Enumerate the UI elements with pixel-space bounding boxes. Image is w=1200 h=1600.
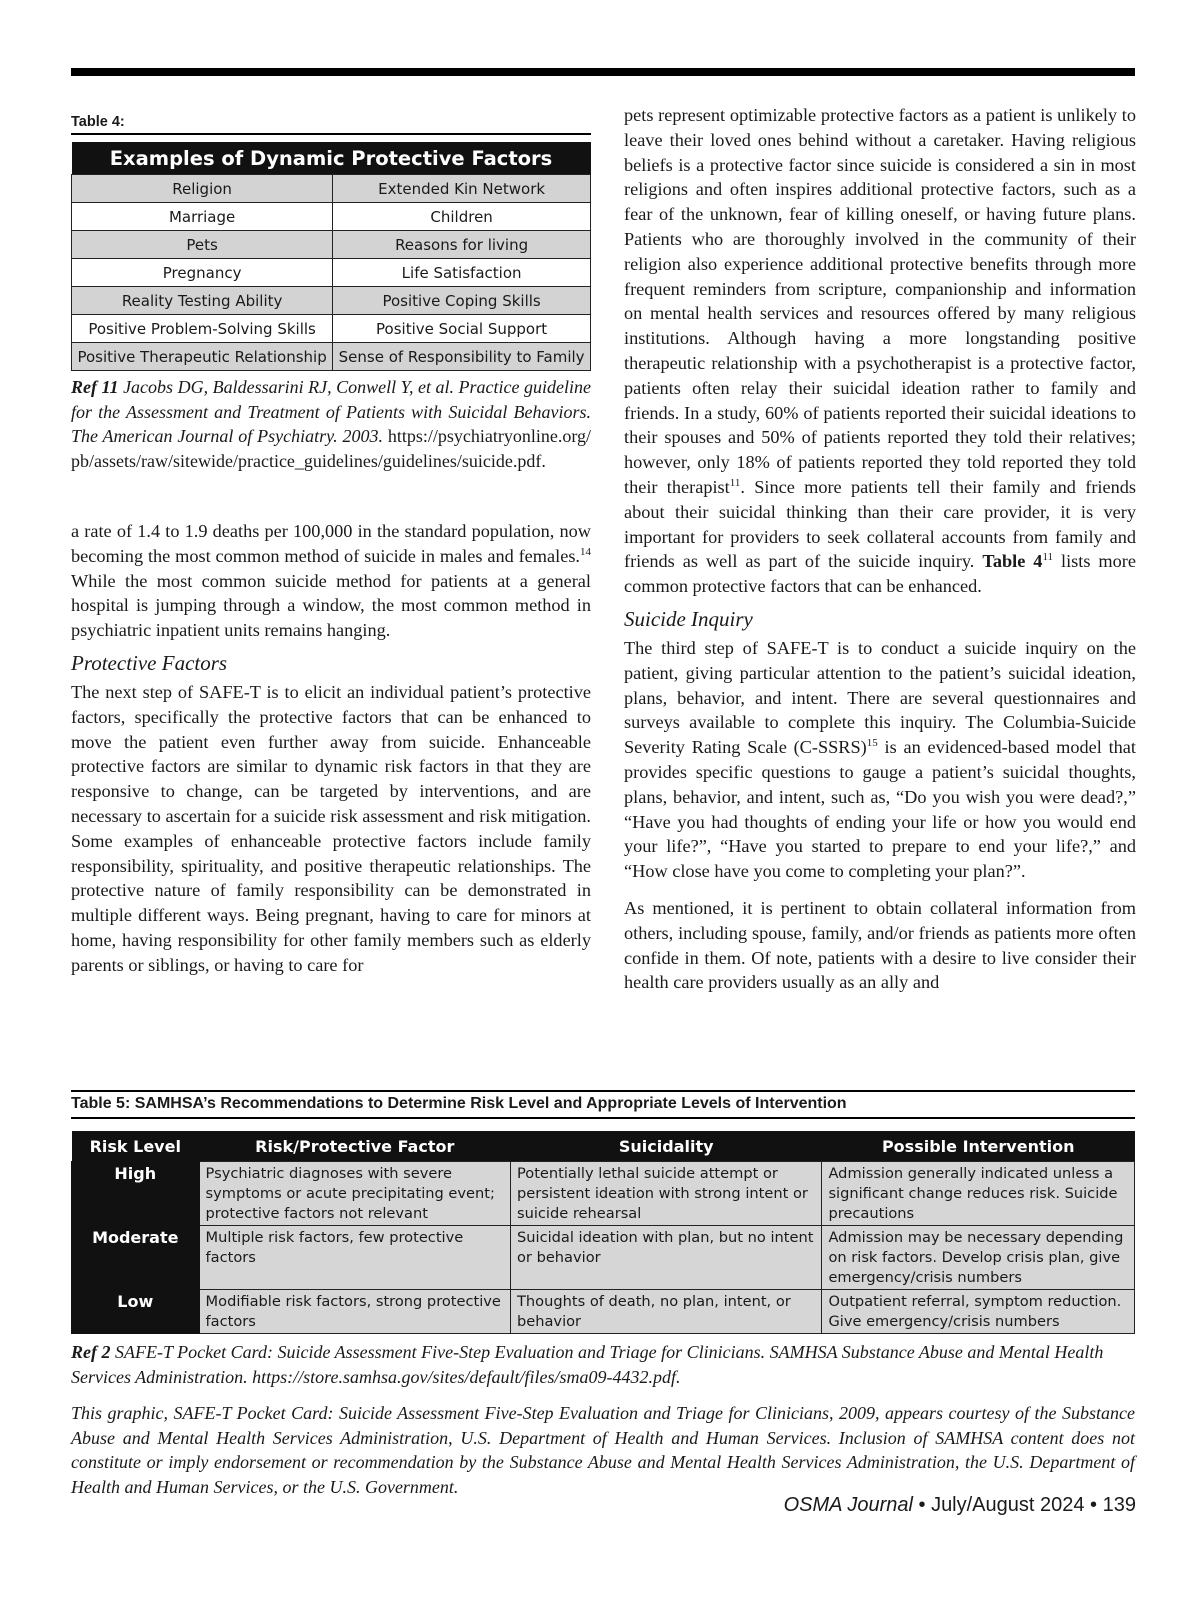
issue-date: July/August 2024 — [931, 1494, 1085, 1516]
table-cell: Thoughts of death, no plan, intent, or behavior — [511, 1290, 822, 1334]
table-cell: Multiple risk factors, few protective factors — [199, 1226, 510, 1290]
body-text: pets represent optimizable protective factors as a patient is unlikely to leave their loved ones behind without a caretaker. Having religious beliefs is a protective factor since suicide is considered a sin in most religions and often inspires additional protective factors, such as a fear of the unknown, fear of killing oneself, or having future plans. Patients who are thoroughly involved in the community of their religion also experience additional protective benefits through more frequent reminders from scripture, companionship and information on mental health services and resources offered by many religious institutions. Although having a more longstanding positive therapeutic relationship with a psychotherapist is a protective factor, patients often relay their suicidal ideation rather to family and friends. In a study, 60% of patients reported their suicidal ideations to their spouses and 50% of patients reported they told their relatives; however, only 18% of patients reported they told reported they told their therapist — [624, 105, 1136, 497]
table5-reference — [71, 1340, 1135, 1389]
top-rule — [71, 68, 1135, 76]
table4-caption: Table 4: — [71, 103, 591, 135]
ref-url: https://psychiatryonline.org/pb/assets/raw/sitewide/practice_guidelines/guidelines/suicide.pdf. — [71, 426, 591, 471]
risk-level-cell: High — [72, 1162, 200, 1226]
table-cell: Reality Testing Ability — [72, 287, 333, 315]
table-cell: Positive Problem-Solving Skills — [72, 315, 333, 343]
body-paragraph: As mentioned, it is pertinent to obtain collateral information from others, including spouse, family, and/or friends as patients more often confide in them. Of note, patients with a desire to live consider their health care providers usually as an ally and — [624, 897, 1136, 993]
body-text: is an evidenced-based model that provides specific questions to gauge a patient’s suicidal thoughts, plans, behavior, and intent, such as, “Do you wish you were dead?,” “Have you had thoughts of ending your life or how you would end your life?”, “Have you started to prepare to end your life?,” and “How close have you come to completing your plan?”. — [624, 737, 1137, 882]
table-row — [72, 287, 591, 315]
table5-section — [71, 1090, 1135, 1499]
risk-level-cell: Low — [72, 1290, 200, 1334]
table-cell: Outpatient referral, symptom reduction. Give emergency/crisis numbers — [822, 1290, 1135, 1334]
table-cell: Religion — [72, 175, 333, 203]
table-cell: Life Satisfaction — [333, 259, 591, 287]
body-text: While the most common suicide method for patients at a general hospital is jumping through a window, the most common method in psychiatric inpatient units remains hanging. — [71, 570, 591, 641]
body-paragraph — [624, 636, 1136, 884]
table-cell: Modifiable risk factors, strong protective factors — [199, 1290, 510, 1334]
ref-label: Ref 11 — [71, 377, 119, 397]
column-header: Risk Level — [72, 1131, 200, 1162]
table4-reference — [71, 375, 591, 473]
ref-label: Ref 2 — [71, 1342, 111, 1362]
table4-title: Examples of Dynamic Protective Factors — [72, 142, 591, 175]
table-row — [72, 259, 591, 287]
table-cell: Children — [333, 203, 591, 231]
table-reference: Table 4 — [982, 551, 1043, 572]
journal-name: OSMA Journal — [783, 1494, 913, 1516]
table-row — [72, 315, 591, 343]
citation-superscript: 11 — [729, 476, 741, 489]
table-cell: Suicidal ideation with plan, but no intent or behavior — [511, 1226, 822, 1290]
table-cell: Pets — [72, 231, 333, 259]
footer-separator: • — [912, 1494, 932, 1516]
footer-separator: • — [1084, 1494, 1103, 1516]
table-row — [72, 1290, 1135, 1334]
table-row — [72, 175, 591, 203]
ref-citation: Jacobs DG, Baldessarini RJ, Conwell Y, et al. Practice guideline for the Assessment and Treatment of Patients with Suicidal Behaviors. The American Journal of Psychiatry. 2003. — [71, 377, 592, 446]
citation-superscript: 11 — [1042, 551, 1054, 564]
body-paragraph — [71, 519, 591, 643]
table-cell: Positive Therapeutic Relationship — [72, 343, 333, 371]
table4 — [71, 142, 591, 371]
citation-superscript: 15 — [866, 737, 878, 750]
body-text: lists more common protective factors that can be enhanced. — [624, 551, 1136, 597]
right-column — [624, 103, 1136, 995]
table-row — [72, 1226, 1135, 1290]
column-header: Possible Intervention — [822, 1131, 1135, 1162]
table-row — [72, 1162, 1135, 1226]
table-cell: Reasons for living — [333, 231, 591, 259]
section-heading: Protective Factors — [71, 650, 228, 675]
table-cell: Positive Social Support — [333, 315, 591, 343]
table-cell: Sense of Responsibility to Family — [333, 343, 591, 371]
table-cell: Potentially lethal suicide attempt or persistent ideation with strong intent or suicide rehearsal — [511, 1162, 822, 1226]
table5 — [71, 1131, 1135, 1334]
table-row — [72, 231, 591, 259]
citation-superscript: 14 — [580, 545, 591, 558]
table-cell: Admission generally indicated unless a significant change reduces risk. Suicide precautions — [822, 1162, 1135, 1226]
risk-level-cell: Moderate — [72, 1226, 200, 1290]
page-number: 139 — [1102, 1494, 1136, 1516]
page-footer — [784, 1494, 1136, 1517]
table-cell: Marriage — [72, 203, 333, 231]
body-paragraph — [624, 103, 1136, 599]
body-text: . Since more patients tell their family and friends about their suicidal thinking than their care provider, it is very important for providers to seek collateral accounts from family and friends as well as part of the suicide inquiry. — [624, 476, 1136, 572]
ref-citation: SAFE-T Pocket Card: Suicide Assessment Five-Step Evaluation and Triage for Clinicians. SAMHSA Substance Abuse and Mental Health Services Administration. https://store.samhsa.gov/sites/default/files/sma09-4432.pdf. — [71, 1342, 1104, 1387]
column-header: Risk/Protective Factor — [199, 1131, 510, 1162]
body-text: a rate of 1.4 to 1.9 deaths per 100,000 in the standard population, now becoming the most common method of suicide in males and females. — [71, 521, 591, 566]
body-text: The third step of SAFE-T is to conduct a suicide inquiry on the patient, giving particular attention to the patient’s suicidal ideation, plans, behavior, and intent. There are several questionnaires and surveys available to complete this inquiry. The Columbia-Suicide Severity Rating Scale (C-SSRS) — [624, 637, 1136, 758]
table-cell: Extended Kin Network — [333, 175, 591, 203]
column-header: Suicidality — [511, 1131, 822, 1162]
table-cell: Psychiatric diagnoses with severe symptoms or acute precipitating event; protective factors not relevant — [199, 1162, 510, 1226]
table5-caption: Table 5: SAMHSA’s Recommendations to Determine Risk Level and Appropriate Levels of Intervention — [71, 1090, 1135, 1119]
table-row — [72, 203, 591, 231]
section-heading: Suicide Inquiry — [624, 606, 753, 631]
body-paragraph: The next step of SAFE-T is to elicit an individual patient’s protective factors, specifically the protective factors that can be enhanced to move the patient even further away from suicide. Enhanceable protective factors are similar to dynamic risk factors in that they are responsive to change, can be targeted by interventions, and are necessary to ascertain for a suicide risk assessment and risk mitigation. Some examples of enhanceable protective factors include family responsibility, spirituality, and positive therapeutic relationships. The protective nature of family responsibility can be demonstrated in multiple different ways. Being pregnant, having to care for minors at home, having responsibility for other family members such as elderly parents or siblings, or having to care for — [71, 681, 591, 975]
table-cell: Pregnancy — [72, 259, 333, 287]
courtesy-note: This graphic, SAFE-T Pocket Card: Suicide Assessment Five-Step Evaluation and Triage for Clinicians, 2009, appears courtesy of the Substance Abuse and Mental Health Services Administration, U.S. Department of Health and Human Services. Inclusion of SAMHSA content does not constitute or imply endorsement or recommendation by the Substance Abuse and Mental Health Services Administration, the U.S. Department of Health and Human Services, or the U.S. Government. — [71, 1403, 1135, 1497]
left-column — [71, 103, 591, 978]
table-row — [72, 343, 591, 371]
table-cell: Positive Coping Skills — [333, 287, 591, 315]
table-cell: Admission may be necessary depending on risk factors. Develop crisis plan, give emergency/crisis numbers — [822, 1226, 1135, 1290]
